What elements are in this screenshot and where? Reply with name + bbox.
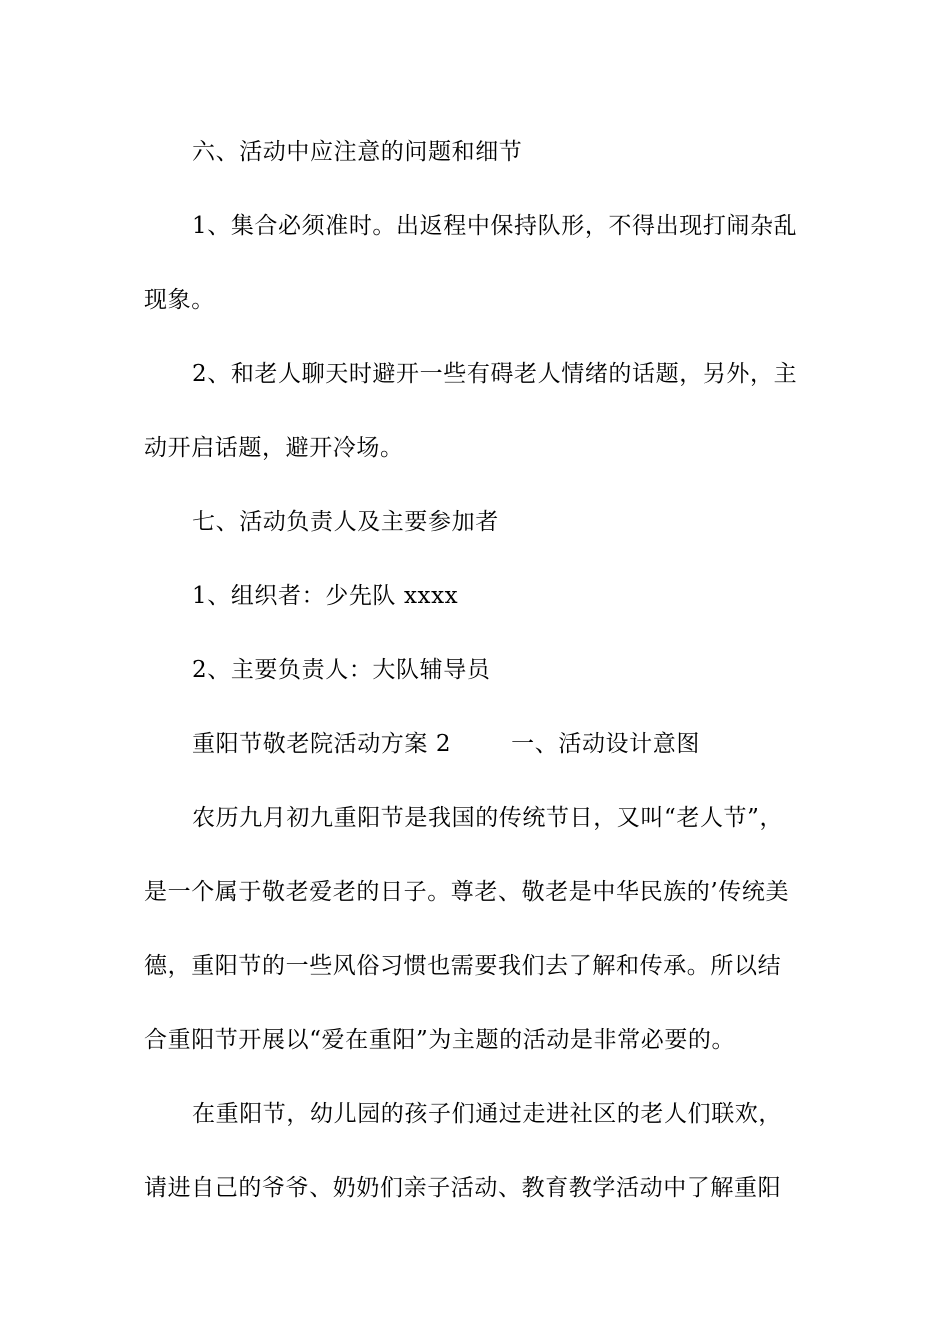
section-heading-seven: 七、活动负责人及主要参加者	[192, 509, 499, 535]
paragraph-line: 农历九月初九重阳节是我国的传统节日，又叫“老人节”，	[192, 805, 784, 831]
plan-title: 重阳节敬老院活动方案 2	[192, 731, 452, 757]
plan-title-line	[192, 728, 816, 760]
paragraph-line: 动开启话题，避开冷场。	[144, 435, 404, 461]
paragraph-line: 请进自己的爷爷、奶奶们亲子活动、教育教学活动中了解重阳	[144, 1175, 782, 1201]
paragraph-line: 合重阳节开展以“爱在重阳”为主题的活动是非常必要的。	[144, 1027, 736, 1053]
paragraph-line: 2、和老人聊天时避开一些有碍老人情绪的话题，另外，主	[192, 361, 798, 387]
paragraph-line: 2、主要负责人：大队辅导员	[192, 657, 491, 683]
paragraph-line: 1、集合必须准时。出返程中保持队形，不得出现打闹杂乱	[192, 213, 798, 239]
section-heading-six: 六、活动中应注意的问题和细节	[192, 139, 523, 165]
paragraph-line: 现象。	[144, 287, 215, 313]
paragraph-line: 是一个属于敬老爱老的日子。尊老、敬老是中华民族的’传统美	[144, 879, 790, 905]
paragraph-line: 德，重阳节的一些风俗习惯也需要我们去了解和传承。所以结	[144, 953, 782, 979]
paragraph-line: 1、组织者：少先队 xxxx	[192, 583, 459, 609]
paragraph-line: 在重阳节，幼儿园的孩子们通过走进社区的老人们联欢，	[192, 1101, 782, 1127]
section-heading-one: 一、活动设计意图	[511, 731, 700, 757]
